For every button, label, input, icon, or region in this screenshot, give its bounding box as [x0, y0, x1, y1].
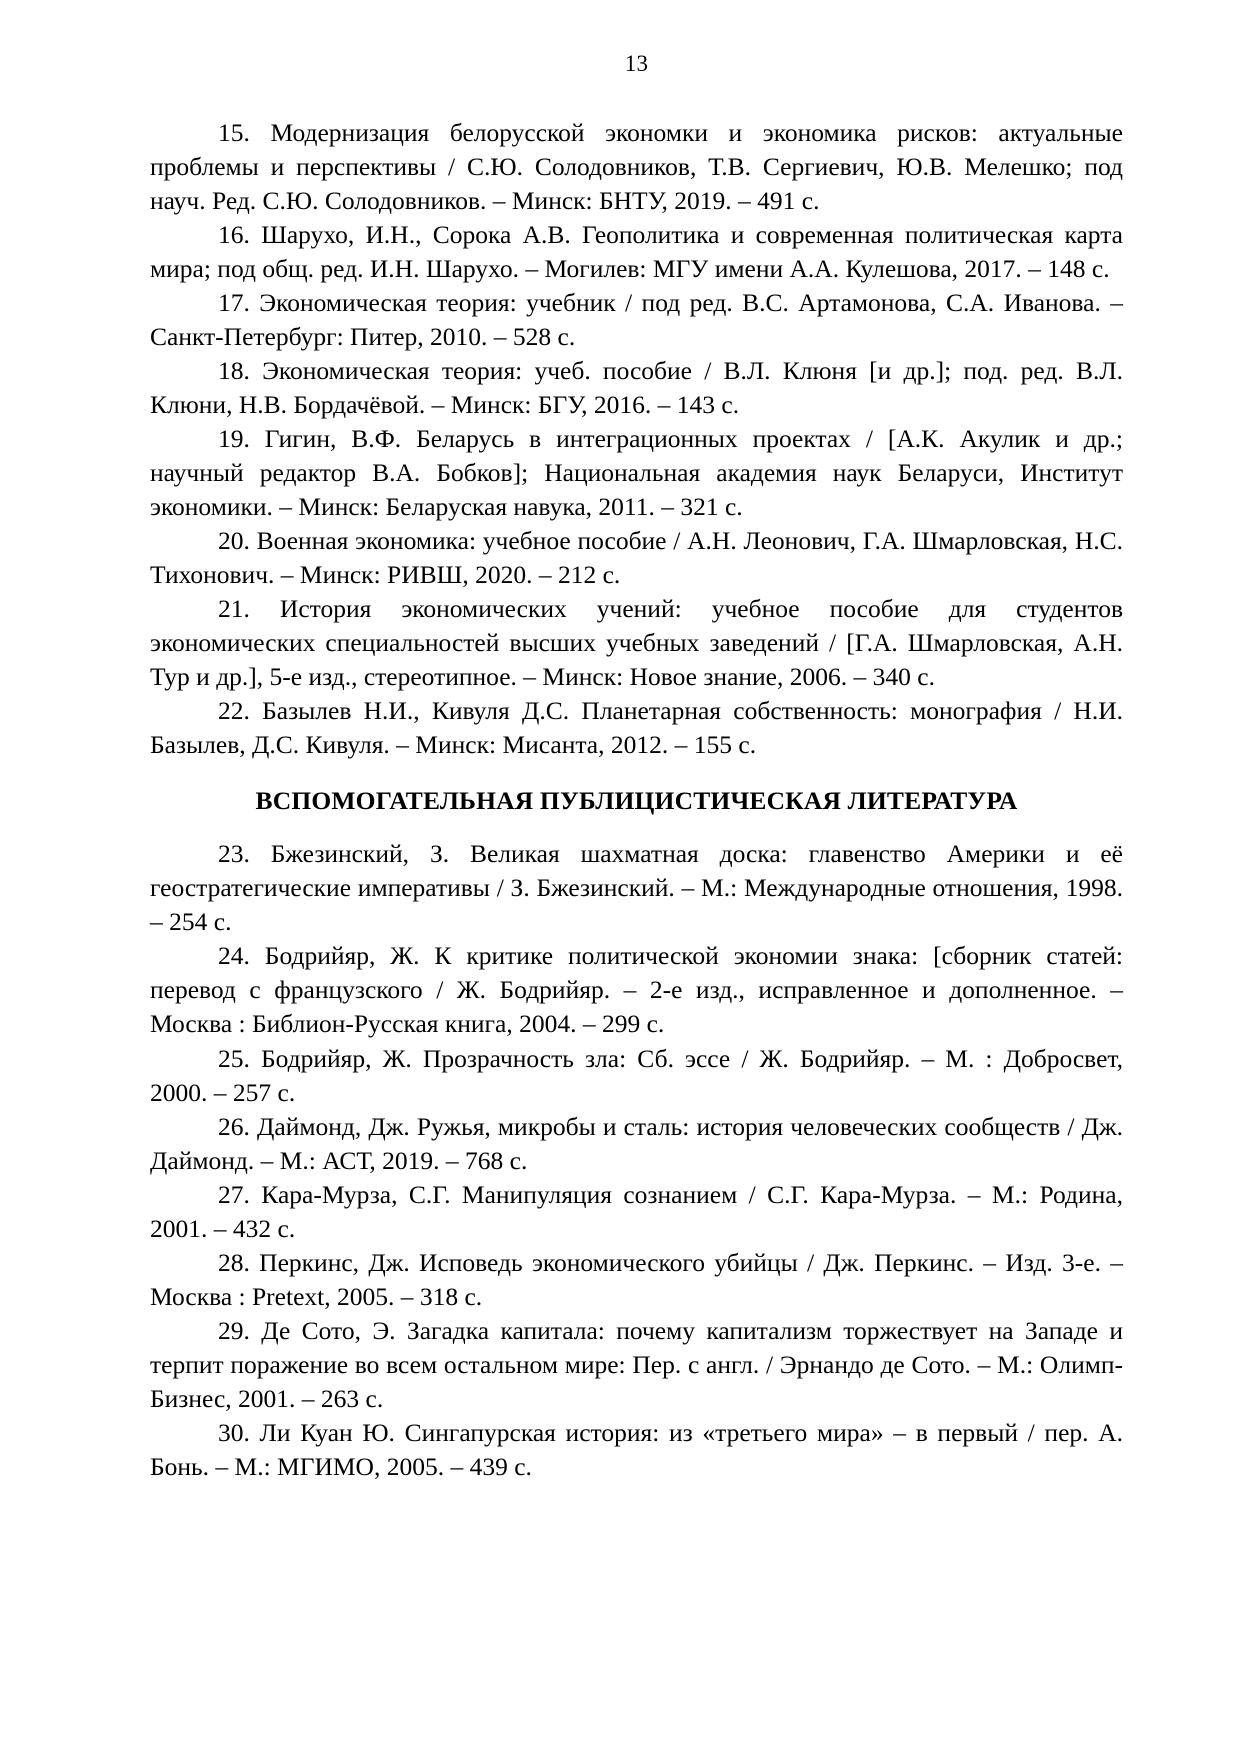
bibliography-entry: 20. Военная экономика: учебное пособие / А.Н. Леонович, Г.А. Шмарловская, Н.С. Тихонович. – Минск: РИВШ, 2020. – 212 с. [150, 525, 1123, 589]
bibliography-entry: 28. Перкинс, Дж. Исповедь экономического убийцы / Дж. Перкинс. – Изд. 3-е. – Москва : Pretext, 2005. – 318 с. [150, 1247, 1123, 1311]
bibliography-entry: 16. Шарухо, И.Н., Сорока А.В. Геополитика и современная политическая карта мира; под общ. ред. И.Н. Шарухо. – Могилев: МГУ имени А.А. Кулешова, 2017. – 148 с. [150, 219, 1123, 283]
bibliography-entry: 29. Де Сото, Э. Загадка капитала: почему капитализм торжествует на Западе и терпит поражение во всем остальном мире: Пер. с англ. / Эрнандо де Сото. – М.: Олимп-Бизнес, 2001. – 263 с. [150, 1315, 1123, 1413]
bibliography-list-primary [150, 116, 1123, 763]
section-heading: ВСПОМОГАТЕЛЬНАЯ ПУБЛИЦИСТИЧЕСКАЯ ЛИТЕРАТУРА [255, 786, 1018, 816]
bibliography-entry: 21. История экономических учений: учебное пособие для студентов экономических специальностей высших учебных заведений / [Г.А. Шмарловская, А.Н. Тур и др.], 5-е изд., стереотипное. – Минск: Новое знание, 2006. – 340 с. [150, 594, 1123, 692]
bibliography-entry: 18. Экономическая теория: учеб. пособие / В.Л. Клюня [и др.]; под. ред. В.Л. Клюни, Н.В. Бордачёвой. – Минск: БГУ, 2016. – 143 с. [150, 355, 1123, 419]
bibliography-list-secondary [150, 837, 1123, 1484]
bibliography-entry: 22. Базылев Н.И., Кивуля Д.С. Планетарная собственность: монография / Н.И. Базылев, Д.С. Кивуля. – Минск: Мисанта, 2012. – 155 с. [150, 696, 1123, 760]
bibliography-entry: 25. Бодрийяр, Ж. Прозрачность зла: Сб. эссе / Ж. Бодрийяр. – М. : Добросвет, 2000. – 257 с. [150, 1043, 1123, 1107]
bibliography-entry: 30. Ли Куан Ю. Сингапурская история: из «третьего мира» – в первый / пер. А. Бонь. – М.: МГИМО, 2005. – 439 с. [150, 1417, 1123, 1481]
bibliography-entry: 27. Кара-Мурза, С.Г. Манипуляция сознанием / С.Г. Кара-Мурза. – М.: Родина, 2001. – 432 с. [150, 1179, 1123, 1243]
bibliography-entry: 24. Бодрийяр, Ж. К критике политической экономии знака: [сборник статей: перевод с французского / Ж. Бодрийяр. – 2-е изд., исправленное и дополненное. – Москва : Библион-Русская книга, 2004. – 299 с. [150, 941, 1123, 1039]
page-number: 13 [624, 51, 649, 76]
bibliography-entry: 17. Экономическая теория: учебник / под ред. В.С. Артамонова, С.А. Иванова. – Санкт-Петербург: Питер, 2010. – 528 с. [150, 287, 1123, 351]
bibliography-entry: 19. Гигин, В.Ф. Беларусь в интеграционных проектах / [А.К. Акулик и др.; научный редактор В.А. Бобков]; Национальная академия наук Беларуси, Институт экономики. – Минск: Беларуская навука, 2011. – 321 с. [150, 423, 1123, 521]
bibliography-entry: 23. Бжезинский, З. Великая шахматная доска: главенство Америки и её геостратегические императивы / З. Бжезинский. – М.: Международные отношения, 1998. – 254 с. [150, 839, 1123, 937]
bibliography-entry: 26. Даймонд, Дж. Ружья, микробы и сталь: история человеческих сообществ / Дж. Даймонд. – М.: АСТ, 2019. – 768 с. [150, 1111, 1123, 1175]
bibliography-entry: 15. Модернизация белорусской экономки и экономика рисков: актуальные проблемы и перспективы / С.Ю. Солодовников, Т.В. Сергиевич, Ю.В. Мелешко; под науч. Ред. С.Ю. Солодовников. – Минск: БНТУ, 2019. – 491 с. [150, 117, 1123, 215]
